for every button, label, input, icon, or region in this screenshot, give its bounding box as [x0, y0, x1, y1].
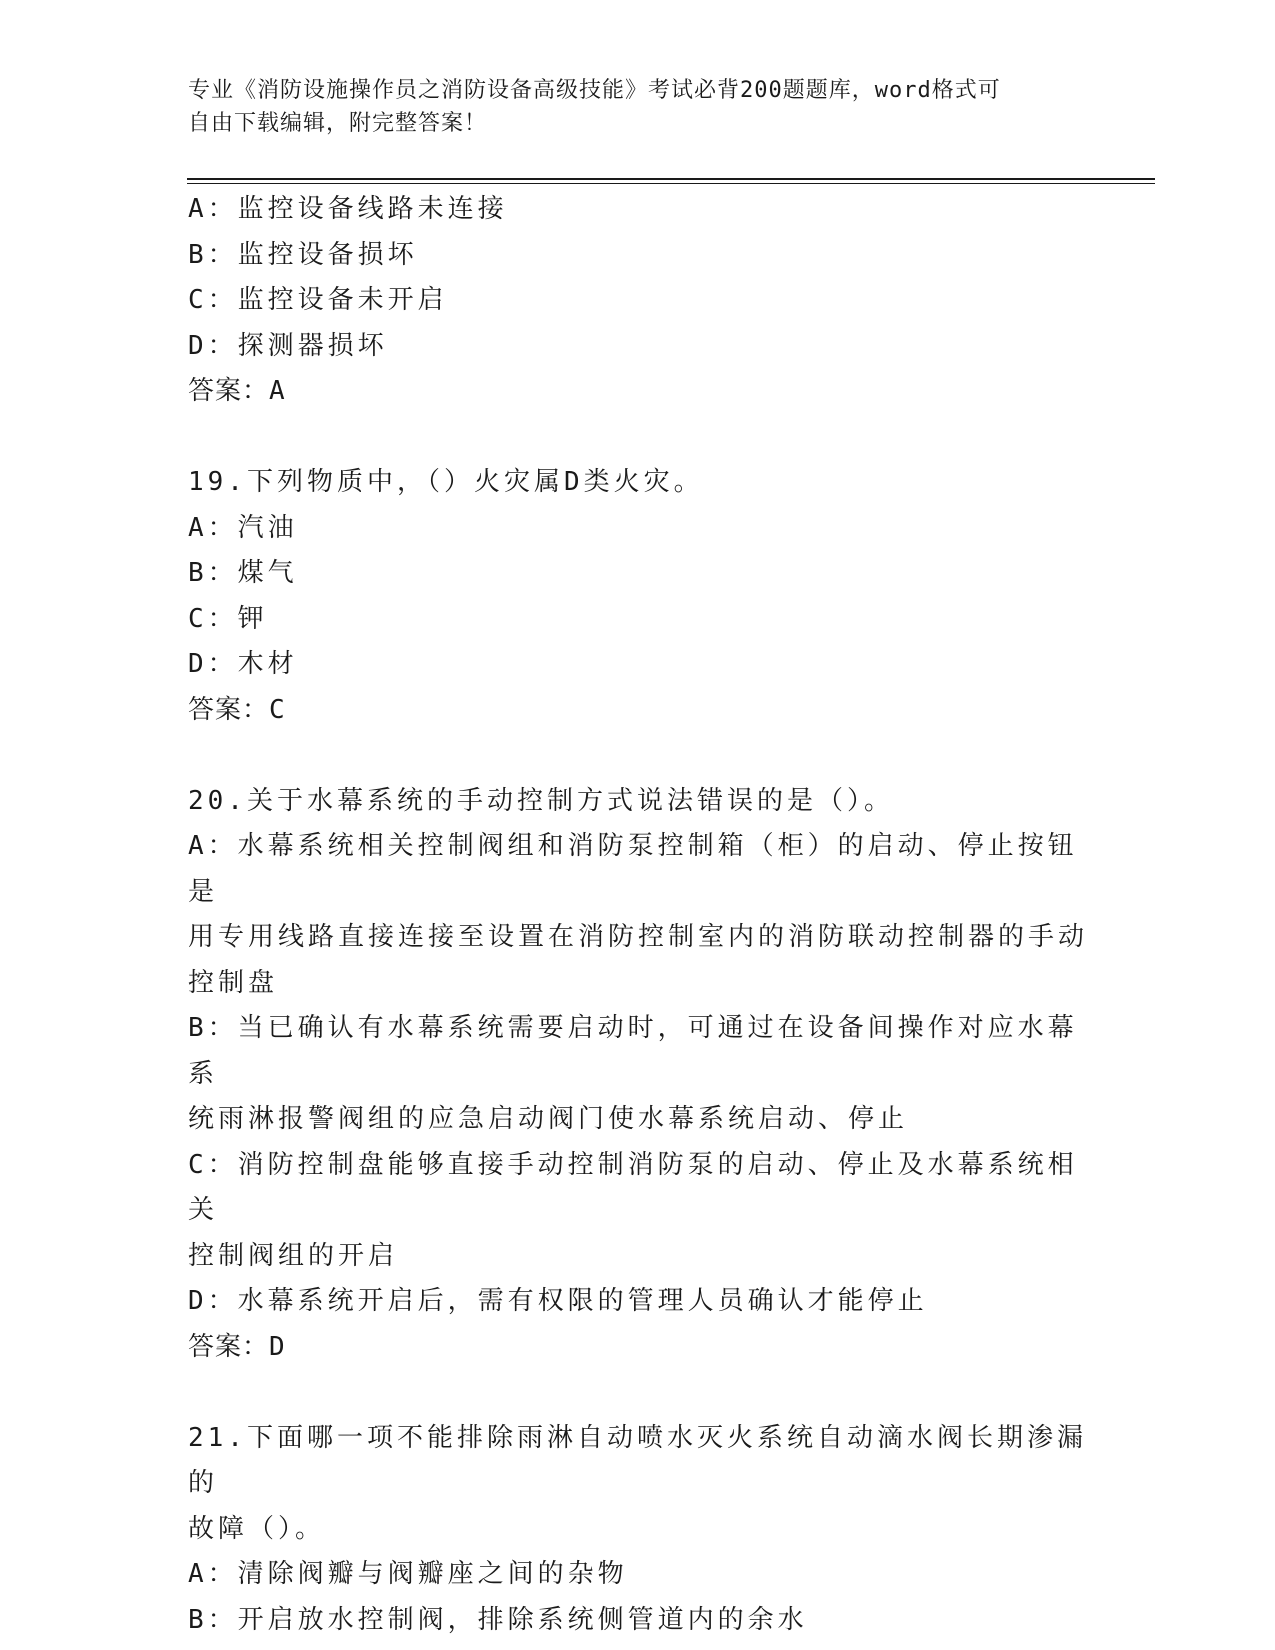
- option-a-line-2: 用专用线路直接连接至设置在消防控制室内的消防联动控制器的手动: [188, 922, 1089, 952]
- option-c: C：监控设备未开启: [188, 285, 448, 315]
- question-text-line-1: 21.下面哪一项不能排除雨淋自动喷水灭火系统自动滴水阀长期渗漏的: [188, 1422, 1087, 1498]
- answer: 答案：C: [188, 694, 286, 725]
- option-a-line-1: A：水幕系统相关控制阀组和消防泵控制箱（柜）的启动、停止按钮是: [188, 831, 1078, 907]
- header-line-2: 自由下载编辑，附完整答案！: [188, 111, 488, 136]
- option-a: A：清除阀瓣与阀瓣座之间的杂物: [188, 1559, 628, 1589]
- option-a: A：监控设备线路未连接: [188, 194, 508, 224]
- option-d: D：探测器损坏: [188, 330, 388, 361]
- option-a: A：汽油: [188, 512, 298, 543]
- question-text: 20.关于水幕系统的手动控制方式说法错误的是（）。: [188, 785, 894, 816]
- option-d: D：木材: [188, 649, 298, 679]
- spacer: [188, 1370, 1088, 1416]
- answer: 答案：D: [188, 1331, 286, 1362]
- question-list: [188, 187, 1088, 1643]
- option-a-line-3: 控制盘: [188, 967, 279, 998]
- question-19: [188, 460, 1088, 733]
- option-c-line-2: 控制阀组的开启: [188, 1240, 399, 1271]
- option-c-line-1: C：消防控制盘能够直接手动控制消防泵的启动、停止及水幕系统相关: [188, 1149, 1078, 1225]
- option-b-line-1: B：当已确认有水幕系统需要启动时，可通过在设备间操作对应水幕系: [188, 1013, 1078, 1089]
- question-text-line-2: 故障（）。: [188, 1513, 326, 1544]
- page-header: [188, 74, 1068, 140]
- option-b: B：监控设备损坏: [188, 239, 418, 270]
- spacer: [188, 415, 1088, 461]
- header-line-1: 专业《消防设施操作员之消防设备高级技能》考试必背200题题库，word格式可: [188, 78, 1001, 103]
- answer: 答案：A: [188, 376, 286, 406]
- spacer: [188, 733, 1088, 779]
- header-divider-thin: [187, 183, 1155, 184]
- question-text: 19.下列物质中，（）火灾属D类火灾。: [188, 467, 704, 497]
- question-20: [188, 779, 1088, 1371]
- option-c: C：钾: [188, 603, 268, 634]
- question-18: [188, 187, 1088, 415]
- option-d: D：水幕系统开启后，需有权限的管理人员确认才能停止: [188, 1286, 928, 1316]
- question-21: [188, 1416, 1088, 1644]
- option-b: B：煤气: [188, 558, 298, 588]
- option-b: B：开启放水控制阀，排除系统侧管道内的余水: [188, 1604, 808, 1635]
- header-divider: [187, 178, 1155, 180]
- option-b-line-2: 统雨淋报警阀组的应急启动阀门使水幕系统启动、停止: [188, 1104, 909, 1134]
